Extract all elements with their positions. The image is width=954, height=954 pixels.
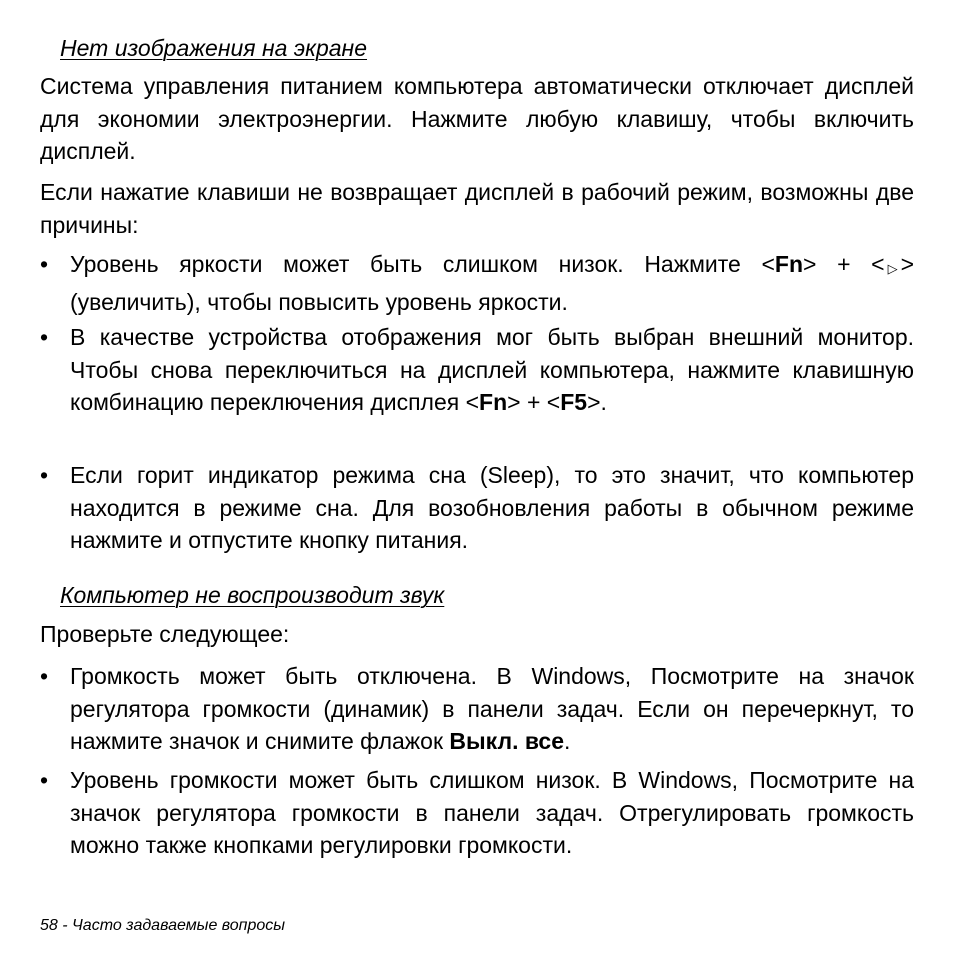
key-fn: Fn	[774, 251, 804, 277]
list-item-brightness	[40, 248, 914, 318]
list-item-volume-low	[40, 764, 914, 862]
key-fn: Fn	[479, 389, 508, 415]
bullet-marker: •	[40, 324, 49, 350]
list-item-text: В качестве устройства отображения мог быть выбран внешний монитор. Чтобы снова переключиться на дисплей компьютера, нажмите клавишную комбинацию переключения дисплея <Fn> + <F5>.	[70, 324, 914, 415]
section-heading-no-display: Нет изображения на экране	[60, 35, 368, 61]
paragraph-power-management: Система управления питанием компьютера автоматически отключает дисплей для экономии электроэнергии. Нажмите любую клавишу, чтобы включить дисплей.	[40, 73, 914, 164]
list-item-text: Уровень громкости может быть слишком низок. В Windows, Посмотрите на значок регулятора громкости в панели задач. Отрегулировать громкость можно также кнопками регулировки громкости.	[70, 767, 914, 858]
list-item-muted	[40, 660, 914, 758]
list-item-text: Если горит индикатор режима сна (Sleep), то это значит, что компьютер находится в режиме сна. Для возобновления работы в обычном режиме нажмите и отпустите кнопку питания.	[70, 462, 914, 553]
key-f5: F5	[560, 389, 588, 415]
paragraph-two-reasons: Если нажатие клавиши не возвращает дисплей в рабочий режим, возможны две причины:	[40, 179, 914, 238]
bullet-marker: •	[40, 767, 49, 793]
bullet-marker: •	[40, 663, 49, 689]
list-item-sleep-mode	[40, 459, 914, 557]
mute-all-label: Выкл. все	[449, 728, 565, 754]
paragraph-check-following: Проверьте следующее:	[40, 621, 290, 647]
bullet-marker: •	[40, 251, 49, 277]
section-heading-no-sound: Компьютер не воспроизводит звук	[60, 582, 445, 608]
list-item-text: Громкость может быть отключена. В Windows, Посмотрите на значок регулятора громкости (динамик) в панели задач. Если он перечеркнут, то нажмите значок и снимите флажок Выкл. все.	[70, 663, 914, 754]
bullet-marker: •	[40, 462, 49, 488]
list-item-text: Уровень яркости может быть слишком низок. Нажмите <Fn> + < ▷ > (увеличить), чтобы повысить уровень яркости.	[70, 251, 914, 315]
list-item-external-monitor	[40, 321, 914, 419]
brightness-up-icon: ▷	[887, 261, 898, 276]
page-footer: 58 - Часто задаваемые вопросы	[40, 917, 286, 934]
